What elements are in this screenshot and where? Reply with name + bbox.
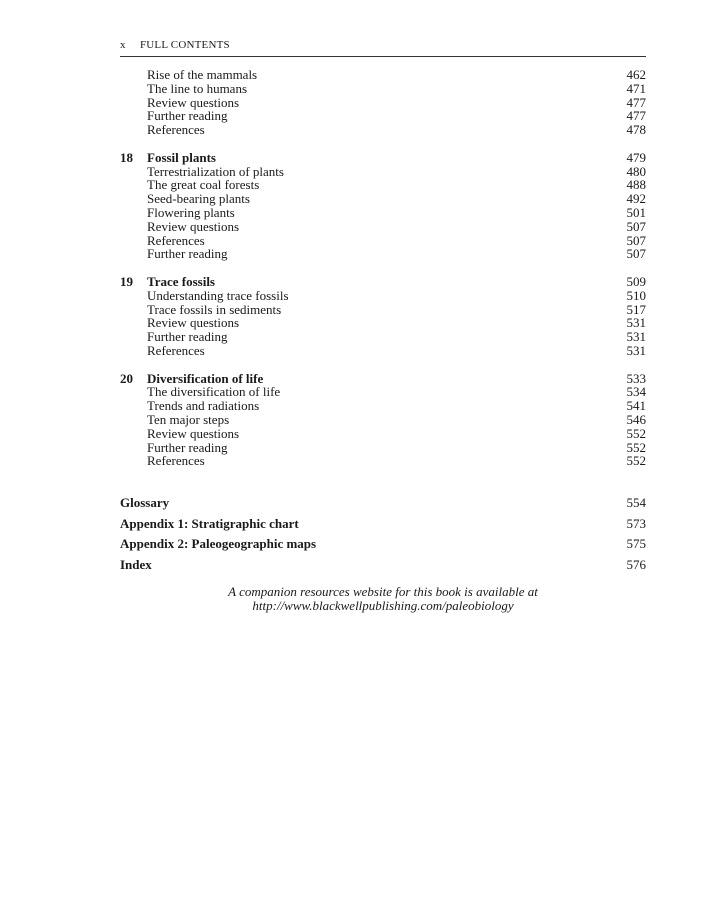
chapter-heading-19[interactable] xyxy=(120,275,646,289)
back-matter-page: 576 xyxy=(626,556,646,572)
back-matter-label: Glossary xyxy=(120,495,170,510)
note-line-1: A companion resources website for this book is available at xyxy=(228,584,538,599)
toc-entry-label: Review questions xyxy=(147,94,240,110)
toc-entry[interactable] xyxy=(120,109,646,123)
toc-entry-label: Understanding trace fossils xyxy=(147,287,289,303)
toc-entry-label: References xyxy=(147,453,205,469)
toc-entry-page: 552 xyxy=(626,453,646,469)
toc-entry-page: 531 xyxy=(626,342,646,358)
toc-entry[interactable] xyxy=(120,330,646,344)
chapter-title: Trace fossils xyxy=(147,273,215,289)
toc-entry-label: Further reading xyxy=(147,108,228,124)
toc-entry-page: 510 xyxy=(626,287,646,303)
section-gap xyxy=(120,358,646,372)
toc-entry-label: Review questions xyxy=(147,315,240,331)
toc-entry-page: 477 xyxy=(626,108,646,124)
toc-entry[interactable] xyxy=(120,427,646,441)
toc-entry-page: 507 xyxy=(626,246,646,262)
toc-entry-label: The line to humans xyxy=(147,80,248,96)
toc-entry-page: 488 xyxy=(626,177,646,193)
toc-entry-page: 541 xyxy=(626,398,646,414)
toc-entry[interactable] xyxy=(120,234,646,248)
chapter-title: Diversification of life xyxy=(147,370,264,386)
back-matter xyxy=(120,494,646,576)
toc-entry-label: Rise of the mammals xyxy=(147,67,258,82)
toc-entry-page: 501 xyxy=(626,204,646,220)
toc-entry-page: 477 xyxy=(626,94,646,110)
back-matter-page: 575 xyxy=(626,536,646,552)
toc-entry-label: Review questions xyxy=(147,218,240,234)
toc-entry-label: Further reading xyxy=(147,246,228,262)
toc-entry-label: The great coal forests xyxy=(147,177,260,193)
toc-entry-label: References xyxy=(147,122,205,138)
toc-entry-page: 480 xyxy=(626,163,646,179)
toc-entry-label: Further reading xyxy=(147,329,228,345)
toc-entry-label: Ten major steps xyxy=(147,411,230,427)
toc-entry-label: Trends and radiations xyxy=(147,398,260,414)
toc-entry[interactable] xyxy=(120,206,646,220)
toc-entry[interactable] xyxy=(120,165,646,179)
toc-entry-page: 471 xyxy=(626,80,646,96)
toc-entry[interactable] xyxy=(120,220,646,234)
toc-entry[interactable] xyxy=(120,96,646,110)
back-matter-page: 554 xyxy=(626,495,646,510)
toc-entry-page: 531 xyxy=(626,315,646,331)
toc-entry[interactable] xyxy=(120,454,646,468)
toc-entry[interactable] xyxy=(120,316,646,330)
toc-entry-label: Seed-bearing plants xyxy=(147,191,250,207)
running-head xyxy=(120,39,646,57)
chapter-title: Fossil plants xyxy=(147,149,216,165)
section-gap xyxy=(120,261,646,275)
toc-entry-label: Further reading xyxy=(147,439,228,455)
toc-entry-page: 507 xyxy=(626,218,646,234)
toc-entry[interactable] xyxy=(120,441,646,455)
chapter-page: 533 xyxy=(626,370,646,386)
toc-entry-page: 534 xyxy=(626,384,646,400)
toc-entry-label: The diversification of life xyxy=(147,384,281,400)
back-matter-label: Index xyxy=(120,556,152,572)
toc-entry-page: 552 xyxy=(626,425,646,441)
toc-entry[interactable] xyxy=(120,303,646,317)
toc-entry-page: 507 xyxy=(626,232,646,248)
toc-entry[interactable] xyxy=(120,413,646,427)
toc-entry-page: 517 xyxy=(626,301,646,317)
toc-entry-label: Review questions xyxy=(147,425,240,441)
toc-entry-page: 531 xyxy=(626,329,646,345)
chapter-page: 479 xyxy=(626,149,646,165)
toc-entry-label: Flowering plants xyxy=(147,204,235,220)
toc-entry[interactable] xyxy=(120,399,646,413)
back-matter-page: 573 xyxy=(626,515,646,531)
back-matter-label: Appendix 1: Stratigraphic chart xyxy=(120,515,299,531)
back-matter-entry-index[interactable] xyxy=(120,556,646,577)
toc-entry[interactable] xyxy=(120,68,646,82)
toc-entry-page: 478 xyxy=(626,122,646,138)
toc-entry-page: 546 xyxy=(626,411,646,427)
back-matter-entry-appendix-1[interactable] xyxy=(120,515,646,536)
toc-entry-label: References xyxy=(147,232,205,248)
companion-website-note xyxy=(120,585,646,613)
toc-entry[interactable] xyxy=(120,123,646,137)
toc-entry-label: Trace fossils in sediments xyxy=(147,301,282,317)
chapter-number: 18 xyxy=(120,149,133,165)
companion-website-url[interactable]: http://www.blackwellpublishing.com/paleobiology xyxy=(252,598,514,613)
chapter-page: 509 xyxy=(626,273,646,289)
section-gap xyxy=(120,137,646,151)
chapter-number: 19 xyxy=(120,273,133,289)
toc-entry[interactable] xyxy=(120,82,646,96)
toc-entry[interactable] xyxy=(120,178,646,192)
chapter-heading-18[interactable] xyxy=(120,151,646,165)
back-matter-entry-appendix-2[interactable] xyxy=(120,535,646,556)
toc-entry[interactable] xyxy=(120,344,646,358)
toc-entry-page: 462 xyxy=(626,67,646,82)
back-matter-entry-glossary[interactable] xyxy=(120,494,646,515)
toc-entry[interactable] xyxy=(120,192,646,206)
toc-entry-label: Terrestrialization of plants xyxy=(147,163,284,179)
toc-entry-page: 552 xyxy=(626,439,646,455)
toc-entry[interactable] xyxy=(120,385,646,399)
chapter-number: 20 xyxy=(120,370,133,386)
table-of-contents xyxy=(120,68,646,468)
toc-entry[interactable] xyxy=(120,289,646,303)
chapter-heading-20[interactable] xyxy=(120,372,646,386)
toc-entry[interactable] xyxy=(120,247,646,261)
toc-entry-page: 492 xyxy=(626,191,646,207)
running-head-title: FULL CONTENTS xyxy=(139,39,230,51)
toc-entry-label: References xyxy=(147,342,205,358)
back-matter-label: Appendix 2: Paleogeographic maps xyxy=(120,536,317,552)
page-folio: x xyxy=(120,39,126,51)
